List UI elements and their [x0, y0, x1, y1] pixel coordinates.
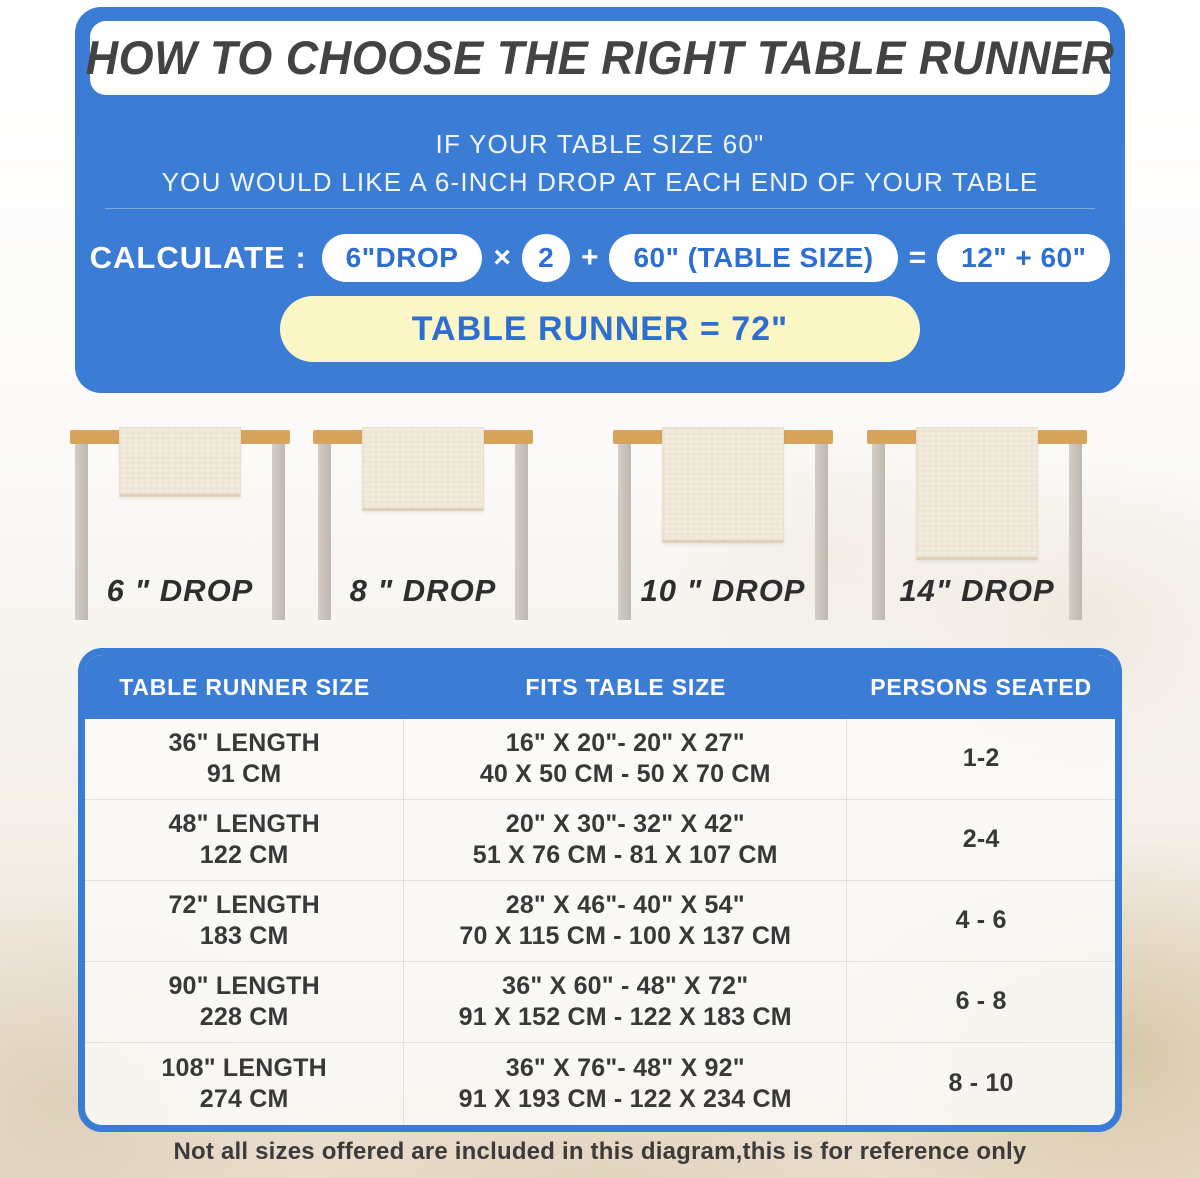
fits-size-inches: 36" X 60" - 48" X 72"	[502, 971, 749, 1000]
fits-size-cell	[404, 962, 847, 1042]
runner-size-cell	[85, 800, 404, 880]
table-row	[85, 881, 1115, 962]
persons-value: 2-4	[962, 825, 1000, 854]
drop-label: 8 " DROP	[349, 573, 497, 608]
drop-figure-8in	[313, 427, 533, 622]
runner-size-cell	[85, 719, 404, 799]
fits-size-inches: 36" X 76"- 48" X 92"	[505, 1053, 745, 1082]
runner-size-cm: 91 CM	[206, 760, 282, 788]
header-persons-seated: PERSONS SEATED	[870, 673, 1092, 700]
fits-size-cm: 91 X 152 CM - 122 X 183 CM	[458, 1003, 792, 1031]
persons-cell	[847, 962, 1115, 1042]
persons-value: 6 - 8	[955, 987, 1007, 1016]
runner-size-cm: 274 CM	[199, 1085, 289, 1113]
fits-size-cell	[404, 719, 847, 799]
fits-size-cm: 91 X 193 CM - 122 X 234 CM	[458, 1085, 792, 1113]
result-pill: TABLE RUNNER = 72"	[280, 296, 920, 362]
runner-size-inches: 36" LENGTH	[168, 728, 320, 757]
drop-figure-6in	[70, 427, 290, 622]
persons-cell	[847, 1043, 1115, 1125]
table-row	[85, 962, 1115, 1043]
reference-note: Not all sizes offered are included in this diagram,this is for reference only	[173, 1138, 1027, 1165]
table-runner-cloth	[662, 427, 784, 543]
runner-size-inches: 90" LENGTH	[168, 971, 320, 1000]
runner-size-cm: 122 CM	[199, 841, 289, 869]
runner-size-cell	[85, 1043, 404, 1125]
table-runner-cloth	[916, 427, 1038, 560]
runner-size-cm: 183 CM	[199, 922, 289, 950]
fits-size-cell	[404, 1043, 847, 1125]
persons-value: 1-2	[962, 744, 1000, 773]
calculation-row	[75, 231, 1125, 285]
table-runner-cloth	[119, 427, 241, 497]
multiplier-circle: 2	[522, 234, 570, 282]
persons-cell	[847, 881, 1115, 961]
runner-size-cell	[85, 881, 404, 961]
table-row	[85, 719, 1115, 800]
subtitle-line-2: YOU WOULD LIKE A 6-INCH DROP AT EACH END OF YOUR TABLE	[161, 167, 1039, 197]
drop-label: 10 " DROP	[640, 573, 806, 608]
hero-panel	[75, 7, 1125, 393]
plus-sign: +	[580, 241, 599, 274]
drop-label: 6 " DROP	[106, 573, 254, 608]
runner-size-inches: 108" LENGTH	[161, 1053, 327, 1082]
times-sign: ×	[493, 241, 511, 274]
persons-cell	[847, 800, 1115, 880]
persons-value: 4 - 6	[955, 906, 1007, 935]
equals-sign: =	[908, 241, 927, 274]
runner-size-cell	[85, 962, 404, 1042]
runner-size-inches: 72" LENGTH	[168, 890, 320, 919]
table-size-pill: 60" (TABLE SIZE)	[609, 234, 897, 282]
page-title: HOW TO CHOOSE THE RIGHT TABLE RUNNER	[85, 30, 1115, 85]
drop-label: 14" DROP	[899, 573, 1055, 608]
hero-divider	[105, 208, 1095, 209]
fits-size-cell	[404, 881, 847, 961]
table-runner-cloth	[362, 427, 484, 511]
persons-value: 8 - 10	[948, 1069, 1014, 1098]
table-row	[85, 800, 1115, 881]
subtitle-line-1: IF YOUR TABLE SIZE 60"	[435, 129, 765, 159]
sum-pill: 12" + 60"	[937, 234, 1110, 282]
fits-size-inches: 28" X 46"- 40" X 54"	[505, 890, 745, 919]
size-chart-panel	[78, 648, 1122, 1132]
fits-size-cm: 51 X 76 CM - 81 X 107 CM	[472, 841, 778, 869]
fits-size-inches: 20" X 30"- 32" X 42"	[505, 809, 745, 838]
calculate-label: CALCULATE :	[89, 240, 307, 275]
header-fits-table-size: FITS TABLE SIZE	[525, 673, 727, 700]
fits-size-inches: 16" X 20"- 20" X 27"	[505, 728, 745, 757]
runner-size-inches: 48" LENGTH	[168, 809, 320, 838]
table-row	[85, 1043, 1115, 1125]
runner-size-cm: 228 CM	[199, 1003, 289, 1031]
fits-size-cm: 40 X 50 CM - 50 X 70 CM	[479, 760, 771, 788]
drop-value-pill: 6"DROP	[322, 234, 483, 282]
title-banner	[85, 21, 1115, 95]
header-runner-size: TABLE RUNNER SIZE	[119, 673, 371, 700]
fits-size-cm: 70 X 115 CM - 100 X 137 CM	[459, 922, 792, 950]
drop-figure-10in	[613, 427, 833, 622]
fits-size-cell	[404, 800, 847, 880]
drop-figure-14in	[867, 427, 1087, 622]
persons-cell	[847, 719, 1115, 799]
size-chart-header	[85, 655, 1115, 719]
